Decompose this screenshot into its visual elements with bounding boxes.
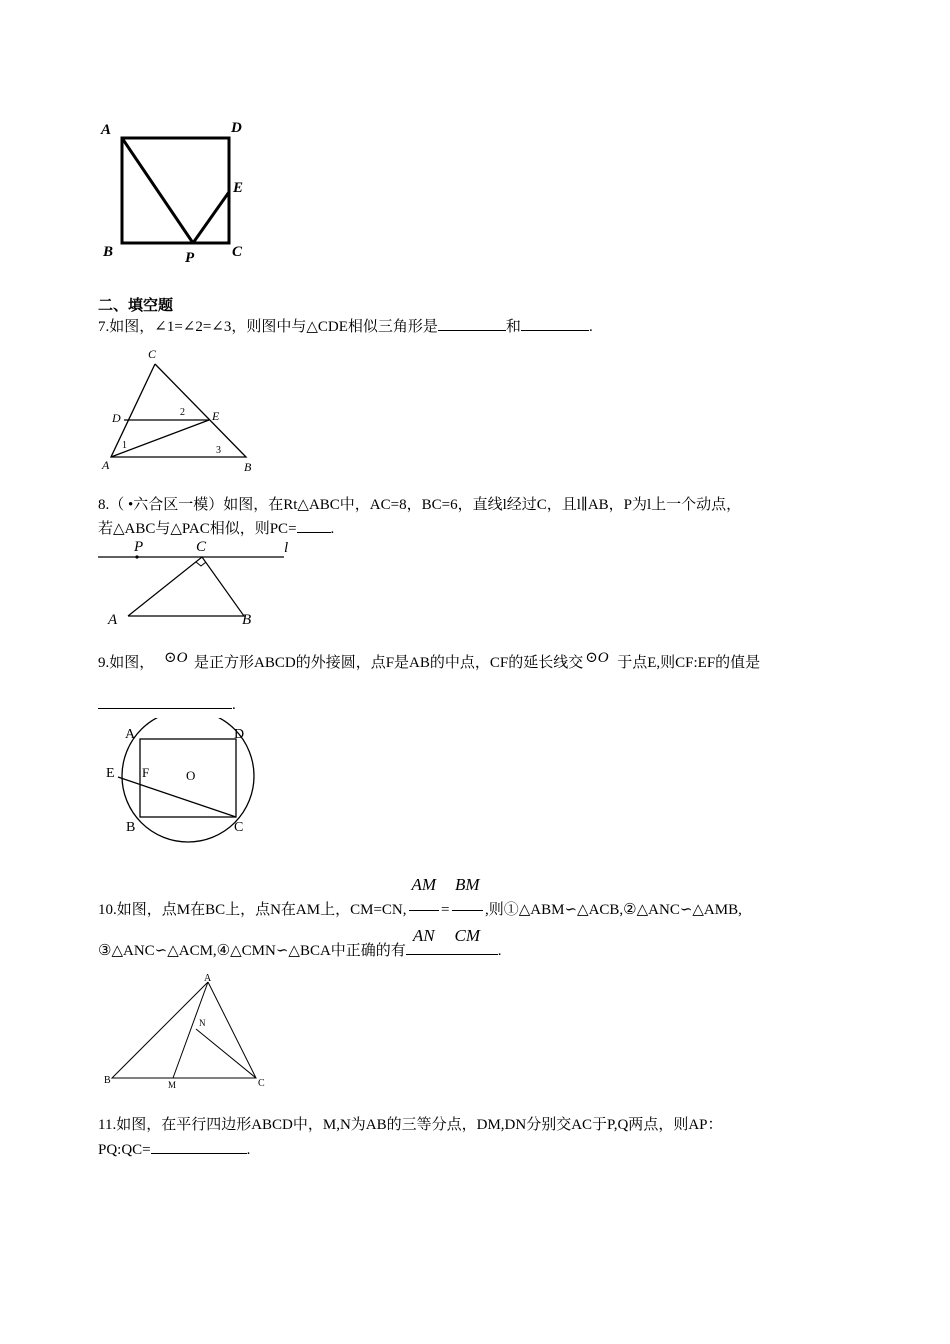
- q10-line2: ③△ANC∽△ACM,④△CMN∽△BCA中正确的有: [98, 943, 406, 959]
- figure-q9: [98, 718, 268, 844]
- label-C: C: [148, 347, 157, 361]
- q7-mid: 和: [505, 319, 521, 335]
- figure-q7: [98, 342, 268, 477]
- question-7: [98, 316, 593, 338]
- figure-q6: [95, 112, 255, 267]
- q9-end: .: [232, 697, 236, 713]
- label-A: A: [204, 973, 212, 984]
- q11-end: .: [246, 1142, 251, 1158]
- label-D: D: [112, 411, 121, 425]
- label-A: A: [102, 458, 110, 472]
- label-E: E: [233, 180, 244, 196]
- label-B: B: [242, 612, 252, 628]
- q10-blank[interactable]: [406, 940, 498, 955]
- q8-blank[interactable]: [297, 518, 331, 533]
- fraction-AM-AN: $\frac{AM}{AN}$: [409, 860, 440, 961]
- q10-end: .: [497, 943, 502, 959]
- angle-2: 2: [180, 407, 185, 418]
- point-P: [135, 555, 138, 558]
- question-11-line-2: [98, 1139, 250, 1161]
- q8-text: 若△ABC与△PAC相似，则PC=: [98, 521, 297, 537]
- label-B: B: [126, 820, 136, 835]
- question-10-line-2: [98, 940, 502, 962]
- q10-after: ,则①△ABM∽△ACB,②△ANC∽△AMB,: [485, 901, 742, 918]
- q9-blank[interactable]: [98, 694, 232, 709]
- label-A: A: [108, 612, 118, 628]
- figure-q10: [98, 970, 278, 1095]
- q7-end: .: [588, 319, 593, 335]
- figure-q8: [98, 534, 298, 630]
- label-l: l: [284, 540, 289, 556]
- label-O: O: [186, 768, 196, 783]
- circle-O-symbol: ⊙O: [164, 650, 188, 666]
- label-A: A: [125, 727, 136, 742]
- question-9: [98, 652, 760, 674]
- label-D: D: [234, 727, 245, 742]
- label-B: B: [244, 460, 252, 474]
- label-M: M: [168, 1080, 177, 1090]
- equals-sign: =: [441, 901, 450, 918]
- angle-1: 1: [122, 440, 127, 451]
- q8-end: .: [330, 521, 335, 537]
- label-C: C: [258, 1078, 265, 1089]
- q7-text: 7.如图，∠1=∠2=∠3，则图中与△CDE相似三角形是: [98, 319, 438, 335]
- label-N: N: [199, 1018, 206, 1028]
- label-E: E: [106, 766, 115, 781]
- q11-blank[interactable]: [151, 1139, 247, 1154]
- label-C: C: [196, 539, 207, 555]
- question-8-line-1: 8.（ •六合区一模）如图，在Rt△ABC中，AC=8，BC=6，直线l经过C，且l∥AB，P为l上一个动点，: [98, 497, 742, 513]
- label-B: B: [104, 1075, 111, 1086]
- question-9-answer-line: [98, 694, 236, 716]
- label-B: B: [103, 244, 114, 260]
- q11-text: PQ:QC=: [98, 1142, 151, 1158]
- label-C: C: [232, 244, 243, 260]
- label-F: F: [142, 765, 150, 780]
- q9-middle: 是正方形ABCD的外接圆，点F是AB的中点，CF的延长线交: [194, 655, 584, 671]
- q7-blank-2[interactable]: [521, 316, 589, 331]
- label-C: C: [234, 820, 244, 835]
- q9-before: 9.如图，: [98, 655, 155, 671]
- circle-O-symbol-2: ⊙O: [585, 650, 609, 666]
- q7-blank-1[interactable]: [438, 316, 506, 331]
- label-A: A: [101, 122, 112, 138]
- fraction-BM-CM: $\frac{BM}{CM}$: [452, 860, 484, 961]
- label-E: E: [212, 409, 220, 423]
- q9-after: 于点E,则CF:EF的值是: [617, 655, 761, 671]
- label-D: D: [231, 120, 242, 136]
- label-P: P: [185, 250, 195, 266]
- label-P: P: [134, 539, 144, 555]
- q10-before: 10.如图，点M在BC上，点N在AM上，CM=CN,: [98, 901, 407, 918]
- question-11-line-1: 11.如图，在平行四边形ABCD中，M,N为AB的三等分点，DM,DN分别交AC于P,Q两点，则AP：: [98, 1117, 723, 1133]
- section-title: 二、填空题: [98, 296, 174, 314]
- angle-3: 3: [216, 445, 221, 456]
